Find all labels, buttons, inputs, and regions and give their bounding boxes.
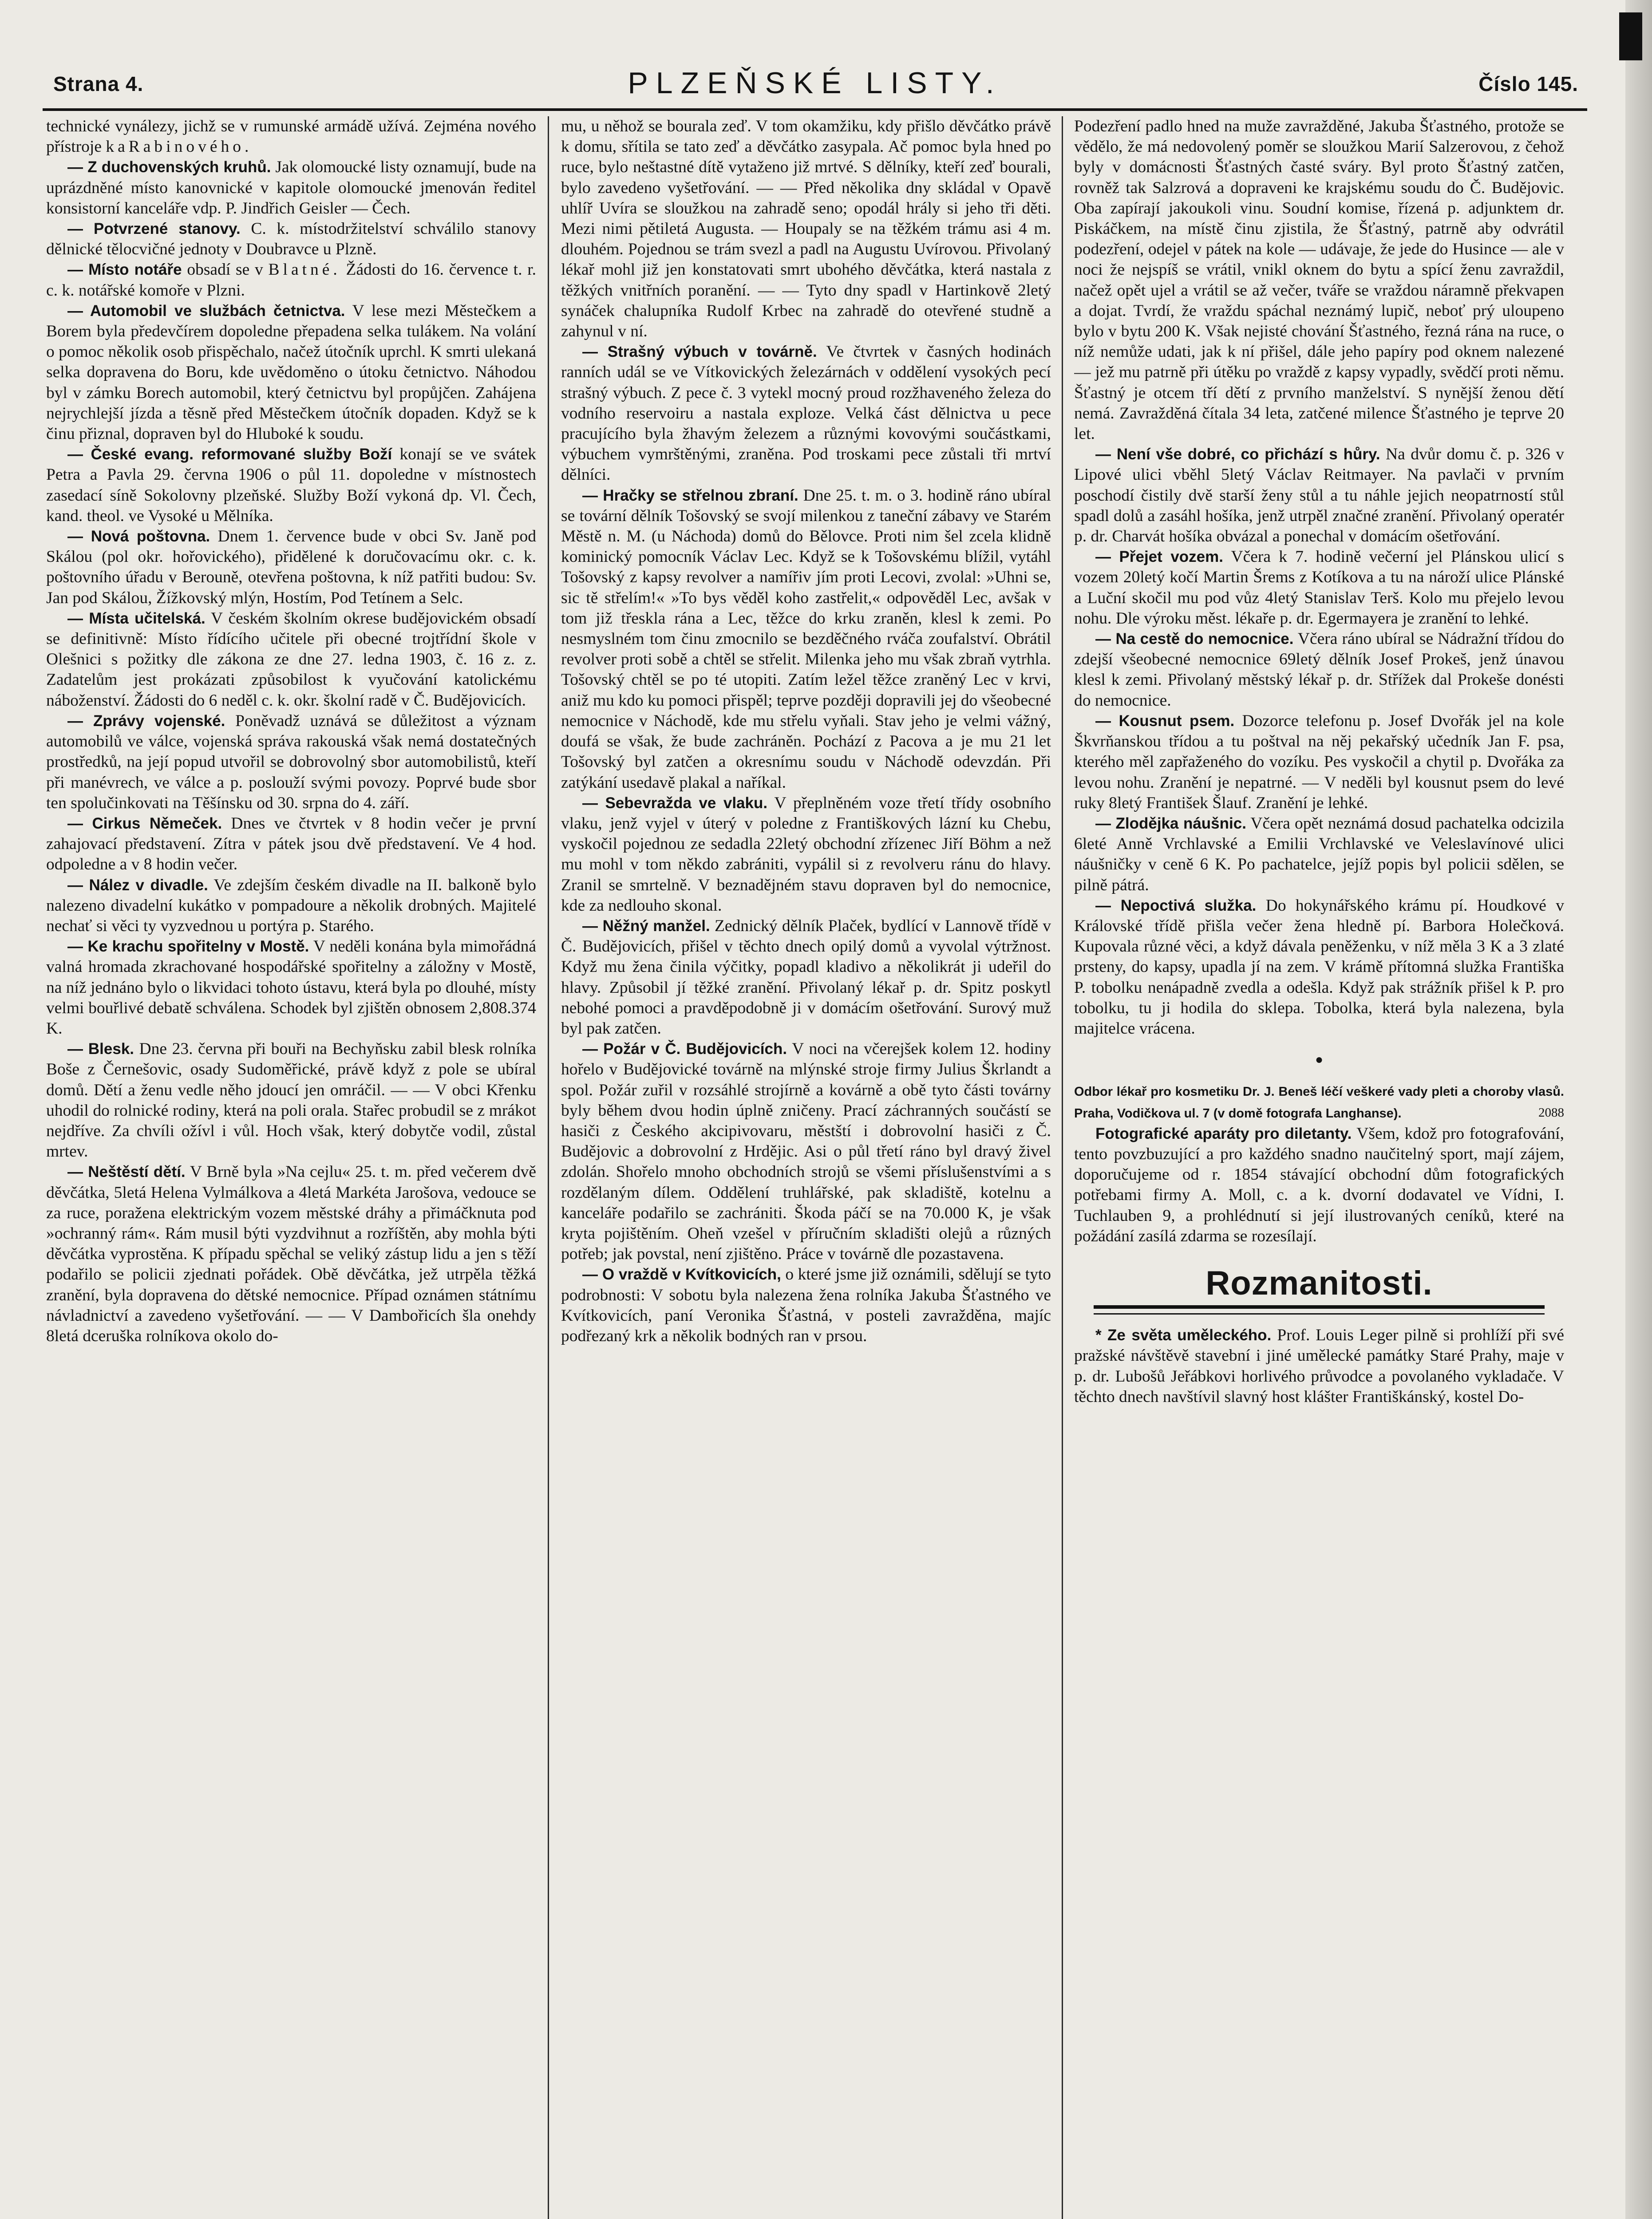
article-sluzka: — Nepoctivá služka. Do hokynářského krámu pí. Houdkové v Královské třídě přišla večer žena hledně pí. Barbora Holečková. Kupovala různé věci, a když dávala peněženku, v níž měla 3 K a 3 zlaté prsteny, do kapsy, upadla jí na zem. V krámě přítomná služka Františka P. tobolku nenápadně zvedla a odešla. Když pak strážník přišel k P. pro tobolku, tu ji hodila do sklepa. Tobolka, která byla nalezena, byla majitelce vrácena. (1074, 896, 1564, 1038)
article-continuation: technické vynálezy, jichž se v rumunské armádě užívá. Zejména nového přístroje kaRabinového. (46, 117, 536, 156)
column-3 (1074, 116, 1564, 2219)
article-cirkus: — Cirkus Němeček. Dnes ve čtvrtek v 8 hodin večer je první zahajovací představení. Zítra v pátek jsou dvě představení. Ve 4 hod. odpoledne a v 8 hodin večer. (46, 814, 536, 874)
article-notar: — Místo notáře obsadí se v Blatné. Žádosti do 16. července t. r. c. k. notářské komoře v Plzni. (46, 261, 536, 300)
section-rule-thin (1094, 1313, 1545, 1315)
article-vybuch: — Strašný výbuch v továrně. Ve čtvrtek v časných hodinách ranních udál se ve Vítkovických železárnách v oddělení vysokých pecí strašný výbuch. Z pece č. 3 vytekl mocný proud rozžhaveného železa do vodního reservoiru a nastala exploze. Velká část dělnictva u pece pracujícího byla žhavým železem a různými kovovými součástkami, výbuchem vymrštěnými, zraněna. Pod troskami pece zůstali tři mrtví dělníci. (561, 343, 1051, 484)
issue-number-label: Číslo 145. (1478, 72, 1578, 95)
article-hury: — Není vše dobré, co přichází s hůry. Na dvůr domu č. p. 326 v Lipové ulici vběhl 5letý Václav Reitmayer. Na pavlači v prvním poschodí čistily dvě starší ženy stůl a tu náhle jejich neopatrností stůl spadl dolů a zasáhl hošíka, jenž utrpěl značné zranění. Přivolaný operatér p. dr. Charvát hošíka obvázal a ponechal v domácím ošetřování. (1074, 445, 1564, 546)
article-continuation: mu, u něhož se bourala zeď. V tom okamžiku, kdy přišlo děvčátko právě k domu, sřítila se tato zeď a děvčátko zasypala. Ač pomoc byla hned po ruce, bylo neštastné dítě vytaženo již mrtvé. S dělníky, kteří zeď bourali, bylo zavedeno vyšetřování. — — Před několika dny skládal v Opavě uhlíř Uvíra se sloužkou na zahradě seno; opodál hrály si jeho tři děti. Mezi nimi pětiletá Augusta. — Houpaly se na těžkém trámu asi 4 m. dlouhém. Pojednou se trám svezl a padl na Augustu Uvírovou. Přivolaný lékař mohl již jen konstatovati smrt ubohého děvčátka, která nastala z těžkých vnitřních poranění. — — Tyto dny spadl v Hartinkově 2letý synáček chalupníka Rudolf Krbec na zahradě do otevřené studně a zahynul v ní. (561, 117, 1051, 341)
article-nemocnice: — Na cestě do nemocnice. Včera ráno ubíral se Nádražní třídou do zdejší všeobecné nemocnice 69letý dělník Josef Prokeš, jenž únavou klesl k zemi. Přivolaný městský lékař p. dr. Střížek dal Prokeše donésti do nemocnice. (1074, 630, 1564, 710)
column-2 (561, 116, 1051, 2219)
article-stanovy: — Potvrzené stanovy. C. k. místodržitelství schválilo stanovy dělnické tělocvičné jednoty v Doubravce u Plzně. (46, 220, 536, 259)
article-vojenske: — Zprávy vojenské. Poněvadž uznává se důležitost a význam automobilů ve válce, vojenská správa rakouská však nemá dostatečných prostředků, na její popud utvořil se dobrovolný sbor automobilistů, kteří při manévrech, ve válce a p. poslouží svými povozy. Poprvé bude sbor ten spolučinkovati na Těšínsku od 30. srpna do 4. září. (46, 711, 536, 812)
page-header (43, 66, 1587, 106)
article-blesk: — Blesk. Dne 23. června při bouři na Bechyňsku zabil blesk rolníka Boše z Černešovic, osady Sudoměřické, právě když z pole se ubíral domů. Dětí a ženu vedle něho jdoucí jen omráčil. — — V obci Křenku uhodil do rolnické rodiny, která na poli orala. Stařec probudil se z mrákot nejdříve. Za chvíli ožívl i vůl. Hoch však, který dobytče vodil, zůstal mrtev. (46, 1040, 536, 1161)
article-sebevrazda: — Sebevražda ve vlaku. V přeplněném voze třetí třídy osobního vlaku, jenž vyjel v úterý v poledne z Františkových lázní ku Chebu, vyskočil pojednou ze sedadla 22letý obchodní zřízenec Jiří Böhm a než mu mohl v tom někdo zabrániti, vypálil si z revolveru ránu do hlavy. Zranil se smrtelně. V beznadějném stavu dopraven byl do nemocnice, kde za nedlouho skonal. (561, 794, 1051, 915)
article-prejet: — Přejet vozem. Včera k 7. hodině večerní jel Plánskou ulicí s vozem 20letý kočí Martin Šrems z Kotíkova a tu na nároží ulice Plánské a Luční skočil mu pod vůz 4letý Stanislav Terš. Kolo mu přejelo levou nohu. Dle výroku měst. lékaře p. dr. Egermayera je zranění to lehké. (1074, 548, 1564, 628)
advert-number: 2088 (1538, 1105, 1564, 1120)
article-pozar: — Požár v Č. Budějovicích. V noci na včerejšek kolem 12. hodiny hořelo v Budějovické továrně na mlýnské stroje firmy Julius Škrlandt a spol. Požár zuřil v rozsáhlé strojírně a kovárně a obě tyto části továrny byly během dvou hodin úplně zničeny. Prací záchranných součástí se hasiči z Českého akcipivovaru, městští i dobrovolní hasiči z Č. Budějovic a dobrovolní z Hrdějic. Asi o půl třetí ráno byl dravý živel zdolán. Shořelo mnoho obchodních strojů se všemi příslušenstvími a s rozdělaným dílem. Oddělení truhlářské, pak skladiště, kotelnu a kanceláře podařilo se zachrániti. Škoda páčí se na 70.000 K, je však kryta pojištěním. Oheň vzešel v příručním skladišti olejů a různých potřeb; jak povstal, není zjištěno. Práce v továrně dle pozastavena. (561, 1040, 1051, 1263)
advert-kosmetika-text: Odbor lékař pro kosmetiku Dr. J. Beneš léčí veškeré vady pleti a choroby vlasů. Praha, Vodičkova ul. 7 (v domě fotografa Langhanse). (1074, 1085, 1564, 1121)
article-manzel: — Něžný manžel. Zednický dělník Plaček, bydlící v Lannově třídě v Č. Budějovicích, přišel v těchto dnech opilý domů a vyvolal výtržnost. Když mu žena činila výčitky, popadl kladivo a několikrát ji udeřil do hlavy. Způsobil jí těžké zranění. Přivolaný lékař p. dr. Spitz poskytl nebohé pomoci a pravděpodobně ji v domácím ošetřování. Surový muž byl pak zatčen. (561, 916, 1051, 1038)
article-evang: — České evang. reformované služby Boží konají se ve svátek Petra a Pavla 29. června 1906 o půl 11. dopoledne v místnostech zasedací síně Sokolovny plzeňské. Služby Boží vykoná dp. Vl. Čech, kand. theol. ve Vysoké u Mělníka. (46, 445, 536, 525)
section-rule (1094, 1305, 1545, 1309)
article-nestesti: — Neštěstí dětí. V Brně byla »Na cejlu« 25. t. m. před večerem dvě děvčátka, 5letá Helena Vylmálkova a 4letá Markéta Jarošova, vedouce se za ruce, poražena elektrickým vozem městské dráhy a přimáčknuta pod »ochranný rám«. Rám musil býti vyzdvihnut a rozříštěn, aby mohla býti děvčátka vyprostěna. K případu spěchal se veliký zástup lidu a jen s těží podařilo se policii zjednati pořádek. Obě děvčátka, jež utrpěla těžká zranění, byla dopravena do dětské nemocnice. Případ oznámen státnímu návladnictví a zavedeno vyšetřování. — — V Dambořicích šla onehdy 8letá dceruška rolníkova okolo do- (46, 1163, 536, 1345)
section-title-rozmanitosti: Rozmanitosti. (1205, 1264, 1433, 1302)
article-umelecke: * Ze světa uměleckého. Prof. Louis Leger pilně si prohlíží při své pražské návštěvě stavební i jiné umělecké památky Staré Prahy, maje v p. dr. Lubošů Jeřábkovi horlivého průvodce a povolaného vykladače. V těchto dnech navštívil slavný host klášter Františkánský, kostel Do- (1074, 1326, 1564, 1406)
article-continuation: Podezření padlo hned na muže zavražděné, Jakuba Šťastného, protože se vědělo, že má nedovolený poměr se sloužkou Marií Salzerovou, z čehož byly v domácnosti Šťastných časté sváry. Byl proto Šťastný zatčen, rovněž tak Salzrová a dopraveni ke krajskému soudu do Č. Budějovic. Oba zapírají jakoukoli vinu. Soudní komise, řízená p. adjunktem dr. Piskáčkem, na místě činu zjistila, že Šťastný, patrně aby odvrátil podezření, odejel v pátek na kole — udávaje, že jede do Husince — ale v noci že nejspíš se vrátil, vnikl oknem do bytu a spící ženu zavraždil, načež opět ujel a vrátil se až večer, tváře se vraždou náramně překvapen a dojat. Tvrdí, že vraždu spáchal neznámý lupič, neboť prý uloupeno bylo v bytu 200 K. Však nejisté chování Šťastného, řezná rána na ruce, o níž nemůže udati, jak k ní přišel, dále jeho papíry pod oknem nalezené — jež mu patrně při útěku po vraždě z kapsy vypadly, svědčí proti němu. Šťastný je otcem tří dětí z prvního manželství. S nynější ženou dětí nemá. Zavražděná čítala 34 leta, zatčené milence Šťastného je teprve 20 let. (1074, 117, 1564, 443)
article-hracky: — Hračky se střelnou zbraní. Dne 25. t. m. o 3. hodině ráno ubíral se tovární dělník Tošovský se svojí milenkou z taneční zábavy ve Starém Městě n. M. (u Náchoda) domů do Bělovce. Proti nim šel zcela klidně kominický pomocník Václav Lec. Když se k Tošovskému blížil, vytáhl Tošovský z kapsy revolver a namířiv jím proti Lecovi, zvolal: »Uhni se, sic tě střelím!« »To bys věděl koho zastřelit,« odpověděl Lec, avšak v tom již třeskla rána a Lec, těžce do krku zraněn, klesl k zemi. Po nesmyslném tom činu zmocnilo se bezděčného rváča zoufalství. Obrátil revolver proti sobě a chtěl se střelit. Milenka jeho mu však zbraň vytrhla. Tošovský chtěl se po té utopiti. Zatím ležel těžce zraněný Lec v krvi, aniž mu kdo ku pomoci přispěl; teprve později dopravili jej do všeobecné nemocnice v Náchodě, kde mu střelu vyňali. Stav jeho je velmi vážný, doufá se však, že bude zachráněn. Pochází z Pacova a je mu 21 let Tošovský byl zatčen a okresnímu soudu v Náchodě odevzdán. Při zatýkání usedavě plakal a naříkal. (561, 486, 1051, 792)
corner-mark (1619, 12, 1642, 60)
advert-kosmetika (1074, 1081, 1564, 1123)
article-zlodejka: — Zlodějka náušnic. Včera opět neznámá dosud pachatelka odcizila 6leté Anně Vrchlavské a Emilii Vrchlavské ve Veleslavínové ulici náušničky v ceně 6 K. Po pachatelce, jejíž popis byl policii sdělen, se pilně pátrá. (1074, 814, 1564, 894)
newspaper-title: PLZEŇSKÉ LISTY. (628, 66, 1002, 100)
column-divider-2 (1062, 116, 1063, 2219)
advert-fotograficke: Fotografické aparáty pro diletanty. Všem, kdož pro fotografování, tento povzbuzující a pro každého snadno naučitelný sport, mají zájem, doporučujeme od r. 1854 stávající obchodní dům fotografických potřebami firmy A. Moll, c. a k. dvorní dodavatel ve Vídni, I. Tuchlauben 9, a prohlédnutí si její ilustrovaných ceníků, které na požádání zasílá zdarma se rozesílají. (1074, 1124, 1564, 1245)
page-number-label: Strana 4. (53, 72, 144, 95)
column-divider-1 (548, 116, 549, 2219)
article-duchovenske: — Z duchovenských kruhů. Jak olomoucké listy oznamují, bude na uprázdněné místo kanovnické v kapitole olomoucké jmenován ředitel konsistorní kanceláře vdp. P. Jindřich Geisler — Čech. (46, 158, 536, 217)
scan-edge (1625, 0, 1652, 2219)
star-separator: ● (1315, 1052, 1324, 1067)
article-postovna: — Nová poštovna. Dnem 1. července bude v obci Sv. Janě pod Skálou (pol okr. hořovického), přidělené k doručovacímu okr. c. k. poštovního úřadu v Berouně, otevřena poštovna, k níž patřiti budou: Sv. Jan pod Skálou, Žížkovský mlýn, Hostím, Pod Tetínem a Selc. (46, 527, 536, 607)
article-nalez: — Nález v divadle. Ve zdejším českém divadle na II. balkoně bylo nalezeno divadelní kukátko v pompadoure a několik drobných. Majitelé nechať si věci ty vyzvednou u portýra p. Starého. (46, 876, 536, 935)
header-rule (43, 108, 1587, 111)
article-vrazda: — O vraždě v Kvítkovicích, o které jsme již oznámili, sdělují se tyto podrobnosti: V sobotu byla nalezena žena rolníka Jakuba Šťastného ve Kvítkovicích, paní Veronika Šťastná, v posteli zavražděna, majíc podřezaný krk a několik bodných ran v prsou. (561, 1265, 1051, 1345)
article-psem: — Kousnut psem. Dozorce telefonu p. Josef Dvořák jel na kole Škvrňanskou třídou a tu poštval na něj pekařský učedník Jan F. psa, kterého měl zapřaženého do vozíku. Pes vyskočil a chytil p. Dvořáka za levou nohu. Zranění je nepatrné. — V neděli byl kousnut psem do levé ruky 8letý František Šlauf. Zranění je lehké. (1074, 711, 1564, 812)
article-automobil: — Automobil ve službách četnictva. V lese mezi Městečkem a Borem byla předevčírem dopoledne přepadena selka tulákem. Na volání o pomoc několik osob přispěchalo, načež útočník uprchl. K smrti ulekaná selka dopravena do Boru, kde uvědoměno o útoku četnictvo. Náhodou byl v zámku Borech automobil, který četnictvu byl propůjčen. Zahájena nejrychlejší jízda a těsně před Městečkem útočník dopaden. Když se k činu přiznal, dopraven byl do Hluboké k soudu. (46, 301, 536, 443)
column-1 (46, 116, 536, 2219)
article-ucitelska: — Místa učitelská. V českém školním okrese budějovickém obsadí se definitivně: Místo řídícího učitele při obecné trojtřídní škole v Olešnici s požitky dle zákona ze dne 27. ledna 1903, č. 16 z. z. Zadatelům jest prokázati způsobilost k vyučování katolickému náboženství. Žádosti do 6 neděl c. k. okr. školní radě v Č. Budějovicích. (46, 609, 536, 710)
article-sporitelna: — Ke krachu spořitelny v Mostě. V neděli konána byla mimořádná valná hromada zkrachované hospodářské spořitelny a záložny v Mostě, na níž jednáno bylo o likvidaci tohoto ústavu, která byla po dlouhé, místy velmi bouřlivé debatě schválena. Schodek byl zjištěn obnosem 2,808.374 K. (46, 937, 536, 1038)
